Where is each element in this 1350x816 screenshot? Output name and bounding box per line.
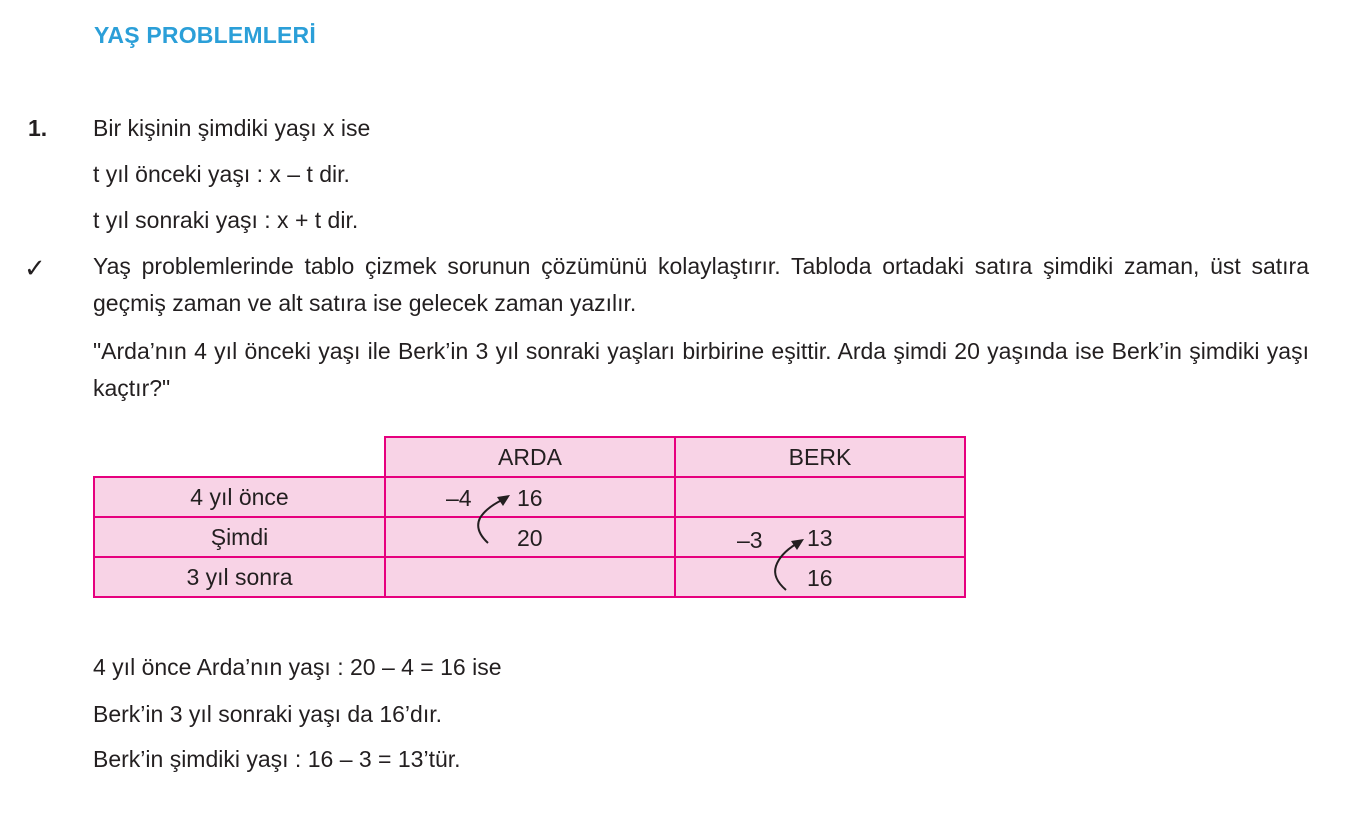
berk-past-cell (675, 477, 965, 517)
arda-future-cell (385, 557, 675, 597)
row-label-past: 4 yıl önce (94, 477, 385, 517)
solution-line-2: Berk’in 3 yıl sonraki yaşı da 16’dır. (93, 701, 442, 727)
item-number: 1. (28, 115, 48, 141)
checkmark-icon: ✓ (24, 253, 46, 283)
solution-line-1: 4 yıl önce Arda’nın yaşı : 20 – 4 = 16 ise (93, 654, 502, 680)
arda-past-value: 16 (517, 485, 543, 511)
column-header-arda: ARDA (385, 437, 675, 477)
tip-text: Yaş problemlerinde tablo çizmek sorunun çözümünü kolaylaştırır. Tabloda ortadaki satıra şimdiki zaman, üst satıra geçmiş zaman ve alt satıra ise gelecek zaman yazılır. (93, 253, 1309, 316)
table-row (94, 477, 965, 517)
tip-paragraph (93, 248, 1309, 322)
arda-curved-arrow-icon (470, 488, 520, 550)
table-header-row (94, 437, 965, 477)
arda-now-value: 20 (517, 525, 543, 551)
table-corner-cell (94, 437, 385, 477)
berk-curved-arrow-icon (764, 532, 814, 594)
definition-line-1: Bir kişinin şimdiki yaşı x ise (93, 115, 371, 141)
question-text: "Arda’nın 4 yıl önceki yaşı ile Berk’in 3 yıl sonraki yaşları birbirine eşittir. Arda şimdi 20 yaşında ise Berk’in şimdiki yaşı kaçtır?" (93, 338, 1309, 401)
row-label-future: 3 yıl sonra (94, 557, 385, 597)
section-title: YAŞ PROBLEMLERİ (94, 22, 316, 48)
definition-line-2: t yıl önceki yaşı : x – t dir. (93, 161, 350, 187)
definition-line-3: t yıl sonraki yaşı : x + t dir. (93, 207, 359, 233)
question-paragraph (93, 333, 1309, 407)
arda-now-cell (385, 517, 675, 557)
berk-future-cell (675, 557, 965, 597)
table-row (94, 557, 965, 597)
berk-now-cell (675, 517, 965, 557)
arda-operation: –4 (446, 485, 472, 511)
column-header-berk: BERK (675, 437, 965, 477)
table-row (94, 517, 965, 557)
berk-future-value: 16 (807, 565, 833, 591)
solution-line-3: Berk’in şimdiki yaşı : 16 – 3 = 13’tür. (93, 746, 461, 772)
berk-now-value: 13 (807, 525, 833, 551)
berk-operation: –3 (737, 527, 763, 553)
arda-past-cell (385, 477, 675, 517)
row-label-now: Şimdi (94, 517, 385, 557)
age-table (93, 436, 966, 598)
